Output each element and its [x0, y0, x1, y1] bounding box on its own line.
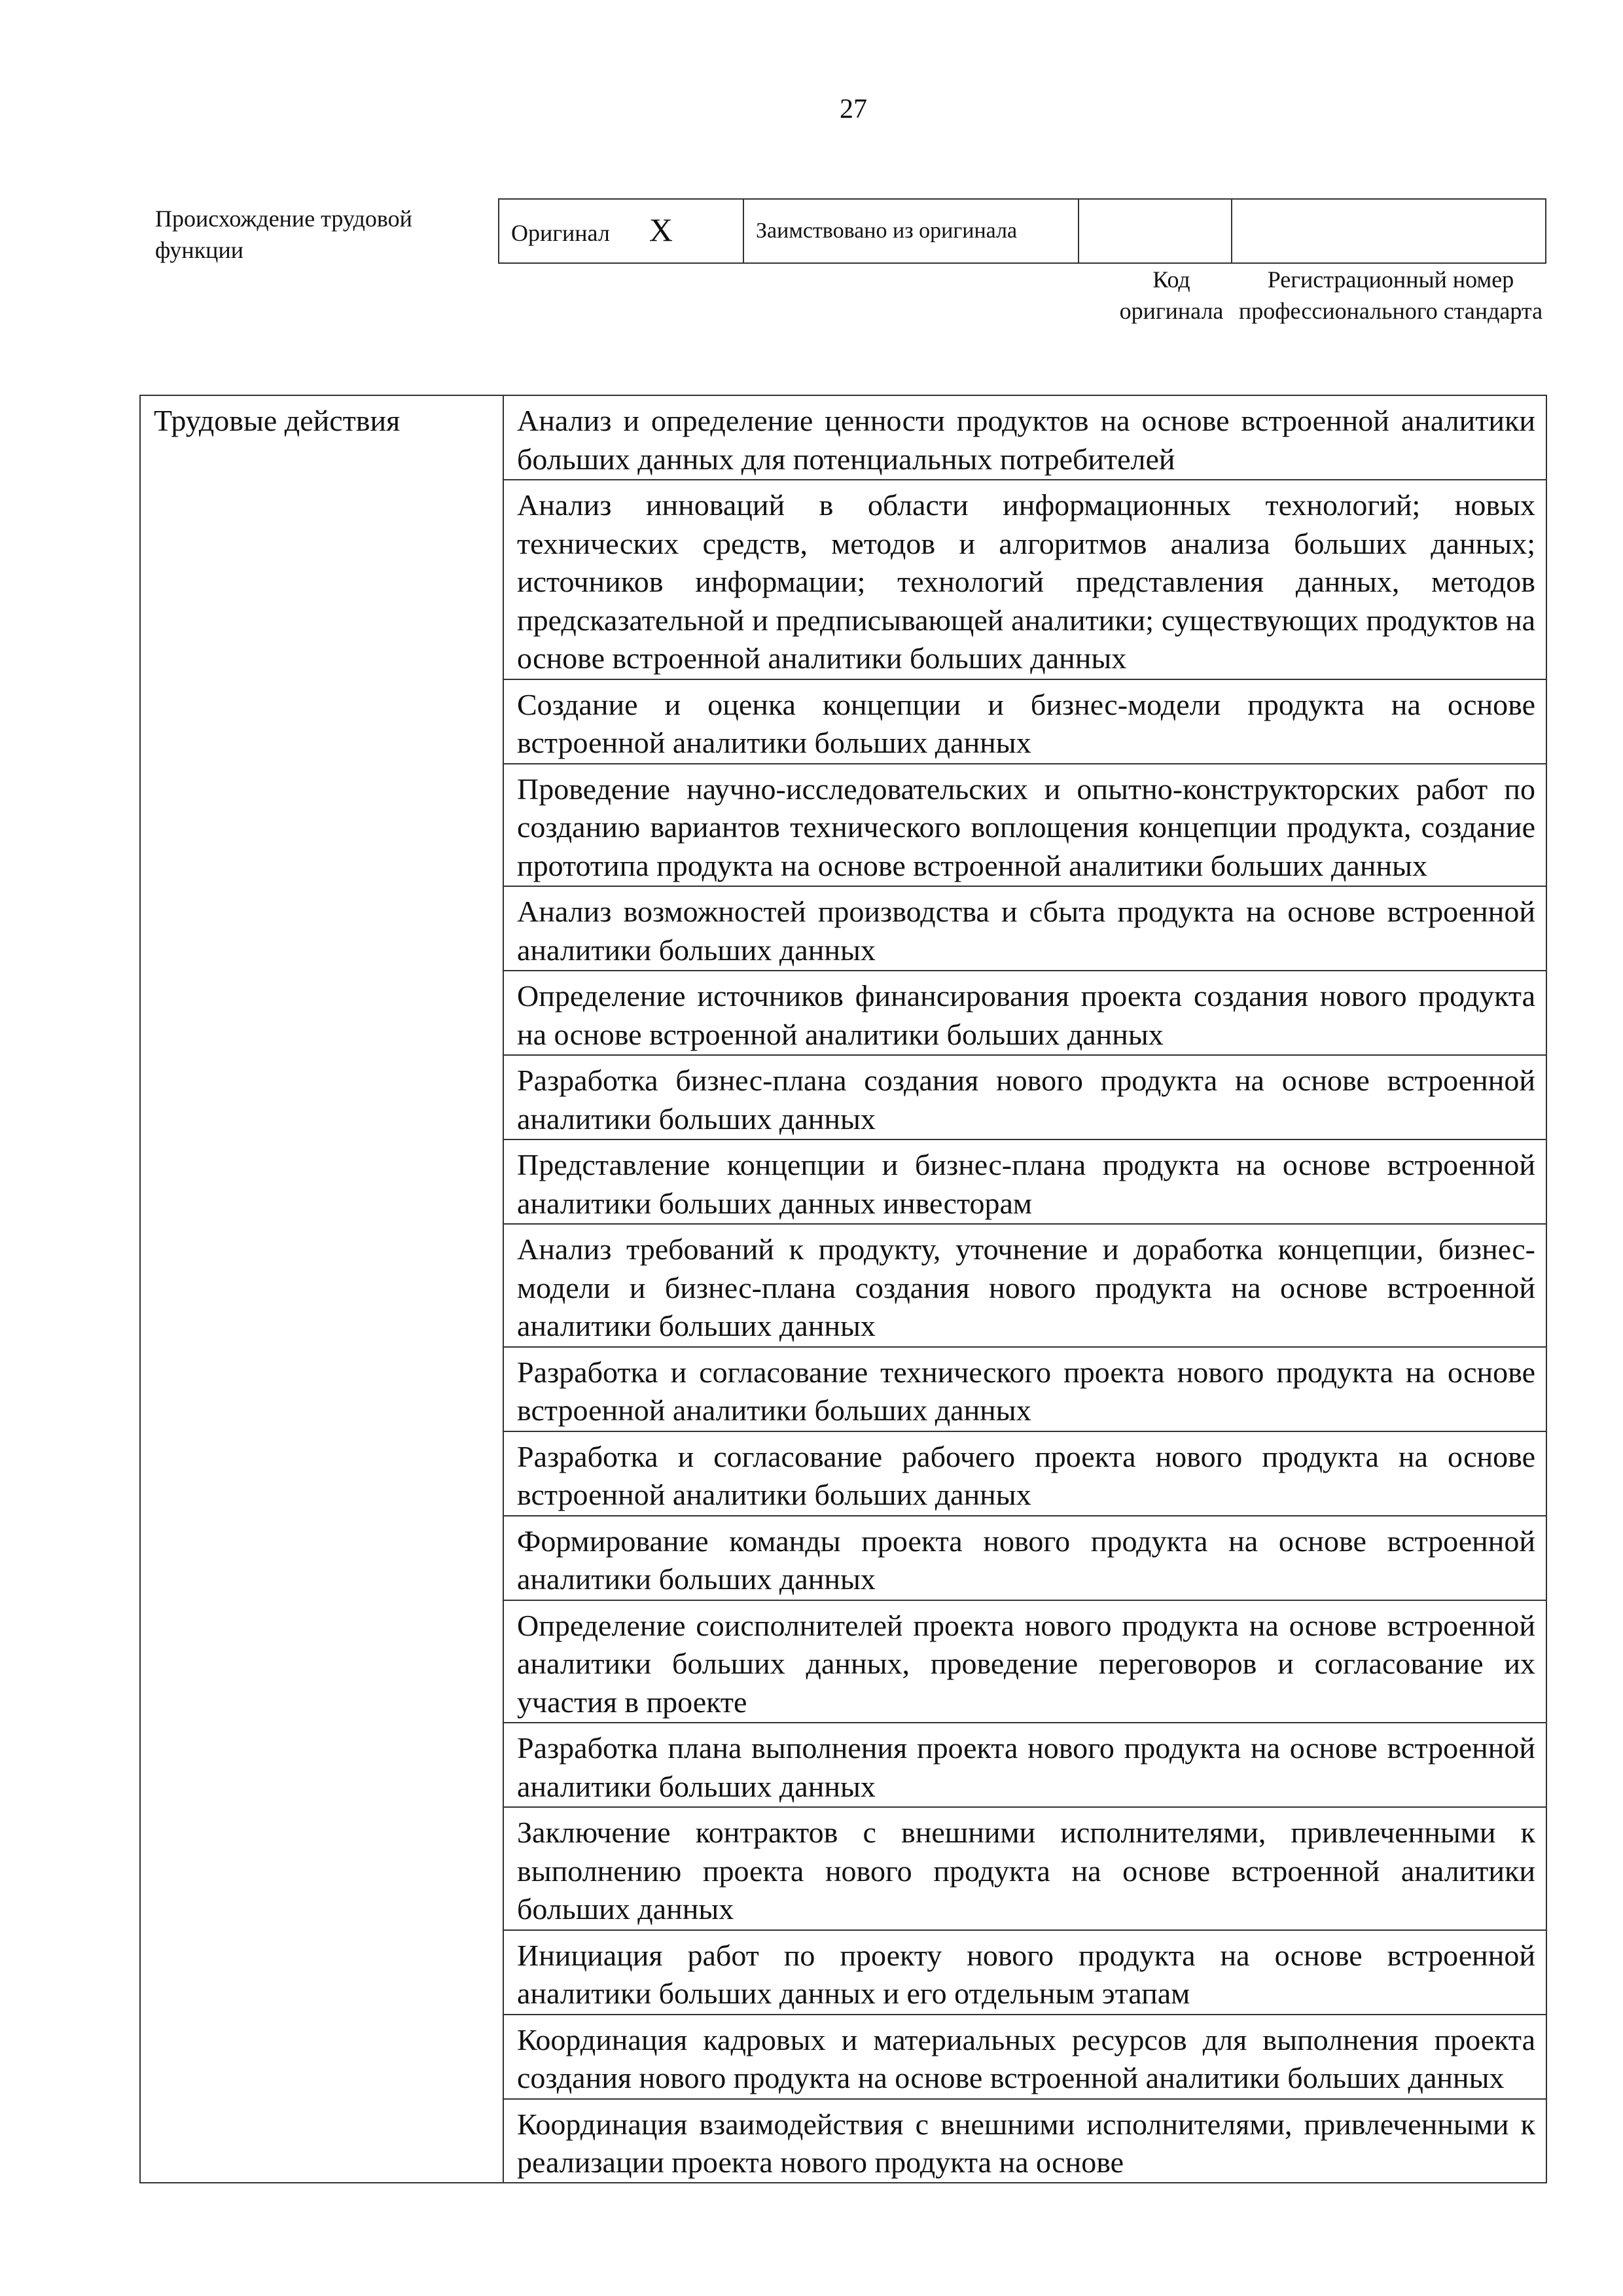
origin-borrowed-cell [743, 199, 1079, 263]
action-item: Анализ инноваций в области информационных технологий; новых технических средств, методов и алгоритмов анализа больших данных; источников информации; технологий представления данных, методов предсказательной и предписывающей аналитики; существующих продуктов на основе встроенной аналитики больших данных [503, 480, 1546, 679]
origin-label: Происхождение трудовой функции [155, 206, 412, 263]
regnum-caption: Регистрационный номер профессионального стандарта [1238, 266, 1543, 324]
action-item: Определение соисполнителей проекта нового продукта на основе встроенной аналитики больших данных, проведение переговоров и согласование их участия в проекте [503, 1600, 1546, 1723]
action-item: Разработка и согласование технического проекта нового продукта на основе встроенной аналитики больших данных [503, 1347, 1546, 1431]
action-item: Анализ возможностей производства и сбыта продукта на основе встроенной аналитики больших данных [503, 886, 1546, 971]
page-number: 27 [840, 94, 867, 124]
origin-original-cell [499, 199, 743, 263]
action-item: Определение источников финансирования проекта создания нового продукта на основе встроенной аналитики больших данных [503, 971, 1546, 1055]
action-item: Разработка бизнес-плана создания нового продукта на основе встроенной аналитики больших данных [503, 1055, 1546, 1139]
action-item: Анализ и определение ценности продуктов на основе встроенной аналитики больших данных для потенциальных потребителей [503, 395, 1546, 480]
action-item: Координация кадровых и материальных ресурсов для выполнения проекта создания нового продукта на основе встроенной аналитики больших данных [503, 2015, 1546, 2099]
action-item: Создание и оценка концепции и бизнес-модели продукта на основе встроенной аналитики больших данных [503, 679, 1546, 764]
origin-original-label: Оригинал [511, 219, 610, 246]
origin-code-cell [1079, 199, 1232, 263]
actions-label: Трудовые действия [140, 395, 503, 2183]
action-item: Проведение научно-исследовательских и опытно-конструкторских работ по созданию вариантов технического воплощения концепции продукта, создание прототипа продукта на основе встроенной аналитики больших данных [503, 764, 1546, 887]
action-item-cell [503, 2099, 1546, 2183]
action-item: Разработка и согласование рабочего проекта нового продукта на основе встроенной аналитики больших данных [503, 1431, 1546, 1516]
action-item: Заключение контрактов с внешними исполнителями, привлеченными к выполнению проекта нового продукта на основе встроенной аналитики больших данных [503, 1807, 1546, 1930]
origin-borrowed-label: Заимствовано из оригинала [756, 219, 1018, 243]
origin-table [498, 198, 1546, 264]
code-caption: Код оригинала [1119, 266, 1224, 324]
action-item: Координация взаимодействия с внешними исполнителями, привлеченными к реализации проекта нового продукта на основе [517, 2107, 1535, 2179]
action-item: Представление концепции и бизнес-плана продукта на основе встроенной аналитики больших данных инвесторам [503, 1139, 1546, 1224]
labor-actions-table [139, 395, 1547, 2183]
origin-original-mark: X [649, 211, 673, 248]
table-row [140, 395, 1546, 480]
action-item: Анализ требований к продукту, уточнение и доработка концепции, бизнес-модели и бизнес-плана создания нового продукта на основе встроенной аналитики больших данных [503, 1224, 1546, 1347]
origin-regnum-cell [1232, 199, 1546, 263]
action-item: Разработка плана выполнения проекта нового продукта на основе встроенной аналитики больших данных [503, 1723, 1546, 1807]
action-item: Формирование команды проекта нового продукта на основе встроенной аналитики больших данных [503, 1516, 1546, 1600]
action-item: Инициация работ по проекту нового продукта на основе встроенной аналитики больших данных и его отдельным этапам [503, 1930, 1546, 2015]
